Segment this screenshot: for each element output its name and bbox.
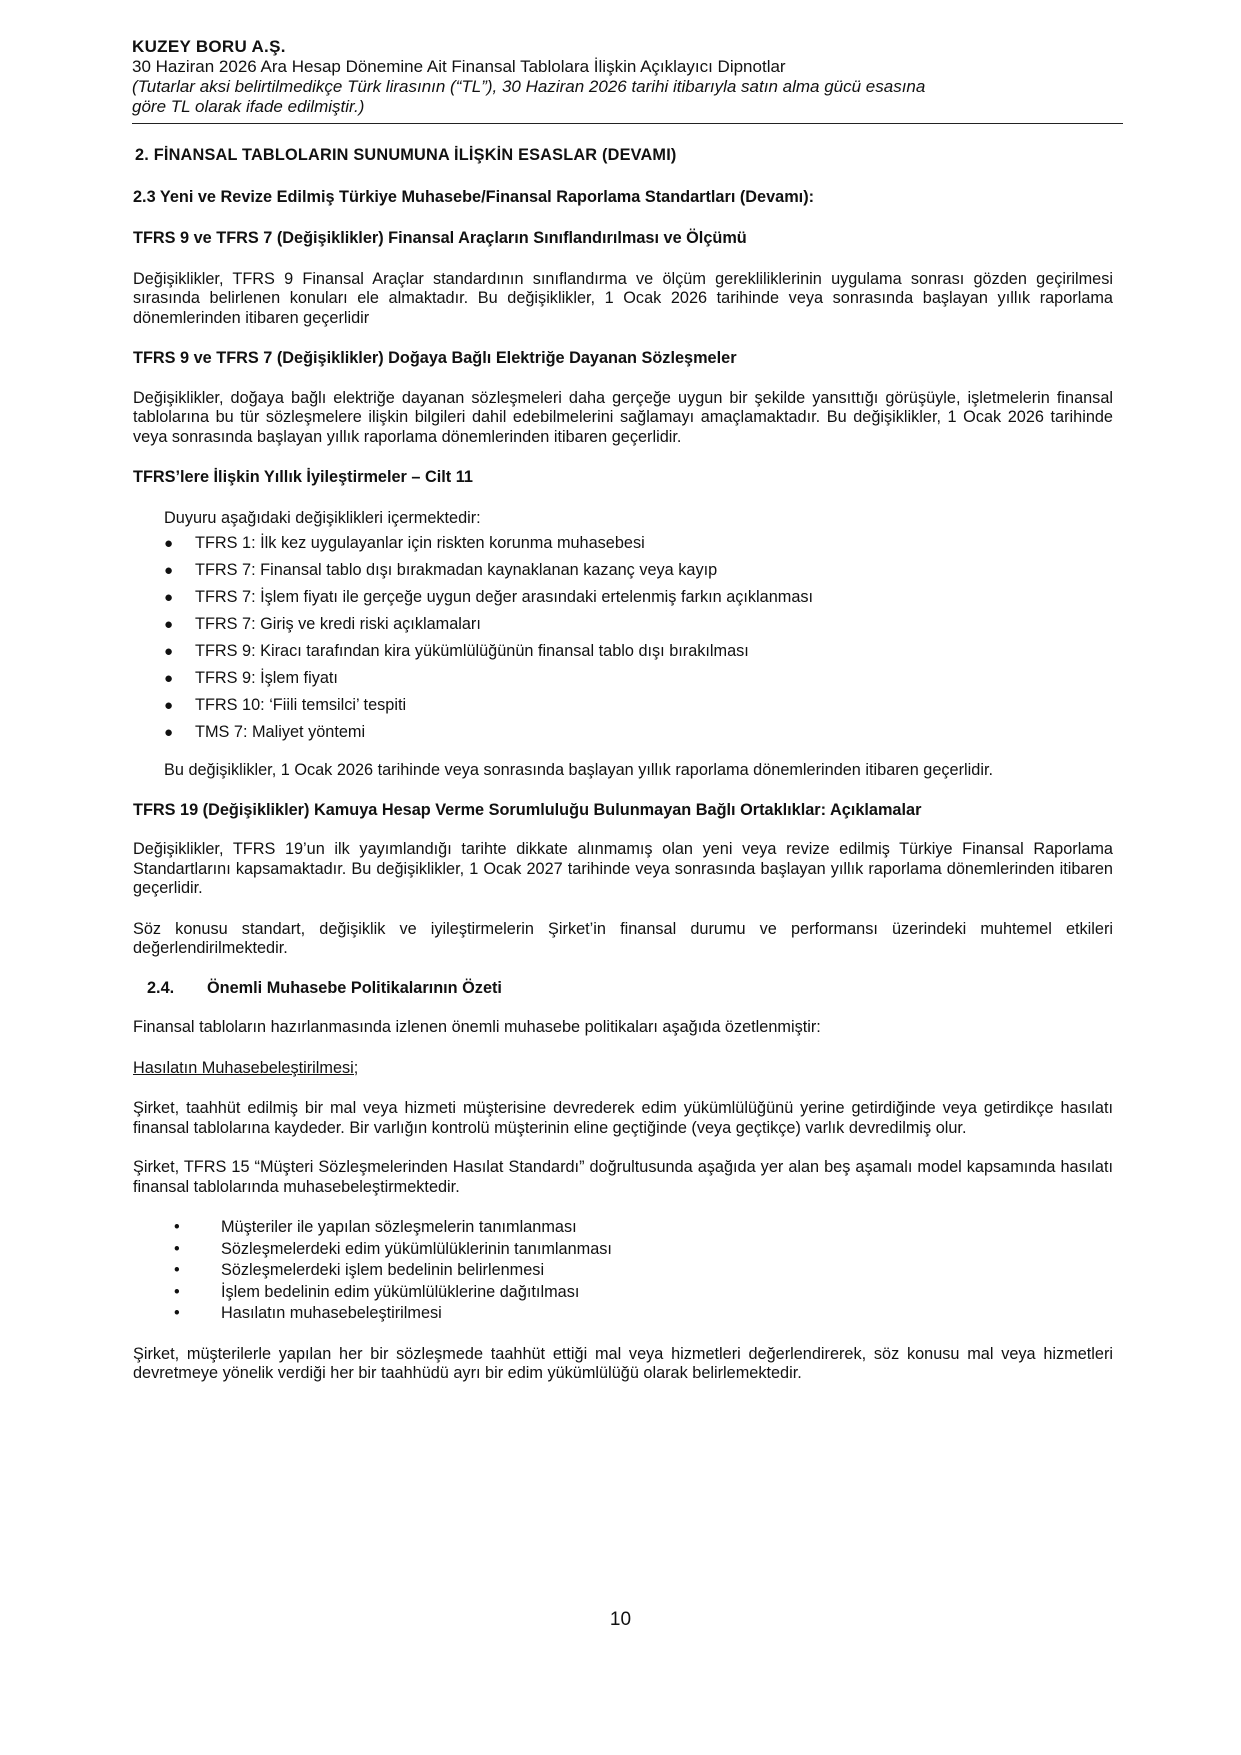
list-item: • Sözleşmelerdeki işlem bedelinin belirlenmesi: [133, 1260, 1113, 1282]
page-header: [132, 36, 1122, 117]
bullet-icon: ●: [164, 643, 174, 660]
report-title: 30 Haziran 2026 Ara Hesap Dönemine Ait Finansal Tablolara İlişkin Açıklayıcı Dipnotlar: [132, 57, 786, 76]
list-item: • Hasılatın muhasebeleştirilmesi: [133, 1303, 1113, 1325]
list-item: ● TFRS 1: İlk kez uygulayanlar için riskten korunma muhasebesi: [133, 530, 1113, 557]
tfrs9-classification-text: Değişiklikler, TFRS 9 Finansal Araçlar standardının sınıflandırma ve ölçüm gerekliliklerinin uygulama sonrası gözden geçirilmesi sırasında belirlenen konuları ele almaktadır. Bu değişiklikler, 1 Ocak 2026 tarihinde veya sonrasında başlayan yıllık raporlama dönemlerinden itibaren geçerlidir: [133, 269, 1113, 327]
currency-note-line1: (Tutarlar aksi belirtilmedikçe Türk lirasının (“TL”), 30 Haziran 2026 tarihi itibarıyla satın alma gücü esasına: [132, 77, 926, 96]
page-content: [133, 146, 1113, 1384]
list-item: ● TFRS 7: İşlem fiyatı ile gerçeğe uygun değer arasındaki ertelenmiş farkın açıklanması: [133, 584, 1113, 611]
section-title: 2. FİNANSAL TABLOLARIN SUNUMUNA İLİŞKİN ESASLAR (DEVAMI): [135, 146, 677, 164]
revenue-heading: Hasılatın Muhasebeleştirilmesi;: [133, 1058, 359, 1077]
annual-improvements-outro: Bu değişiklikler, 1 Ocak 2026 tarihinde veya sonrasında başlayan yıllık raporlama dönemlerinden itibaren geçerlidir.: [164, 761, 993, 779]
bullet-icon: ●: [164, 724, 174, 741]
tfrs9-electricity-text: Değişiklikler, doğaya bağlı elektriğe dayanan sözleşmeleri daha gerçeğe uygun bir şekilde yansıttığı görüşüyle, işletmelerin finansal tablolarına bu tür sözleşmelere ilişkin bilgileri dahil edebilmelerini sağlamayı amaçlamaktadır. Bu değişiklikler, 1 Ocak 2026 tarihinde veya sonrasında başlayan yıllık raporlama dönemlerinden itibaren geçerlidir.: [133, 388, 1113, 446]
five-step-list: [133, 1217, 1113, 1325]
bullet-icon: ●: [164, 562, 174, 579]
annual-improvements-list: [133, 530, 1113, 746]
revenue-paragraph-3: Şirket, müşterilerle yapılan her bir sözleşmede taahhüt ettiği mal veya hizmetleri değerlendirerek, söz konusu mal veya hizmetleri devretmeye yönelik verdiği her bir taahhüdü ayrı bir edim yükümlülüğü olarak belirlemektedir.: [133, 1344, 1113, 1382]
impact-text: Söz konusu standart, değişiklik ve iyileştirmelerin Şirket’in finansal durumu ve performansı üzerindeki muhtemel etkileri değerlendirilmektedir.: [133, 919, 1113, 957]
annual-improvements-intro: Duyuru aşağıdaki değişiklikleri içermektedir:: [164, 508, 481, 527]
tfrs19-text: Değişiklikler, TFRS 19’un ilk yayımlandığı tarihte dikkate alınmamış olan yeni veya revize edilmiş Türkiye Finansal Raporlama Standartlarını kapsamaktadır. Bu değişiklikler, 1 Ocak 2027 tarihinde veya sonrasında başlayan yıllık raporlama dönemlerinden itibaren geçerlidir.: [133, 840, 1113, 897]
header-divider: [132, 123, 1123, 124]
bullet-icon: ●: [164, 616, 174, 633]
bullet-icon: ●: [164, 535, 174, 552]
company-name: KUZEY BORU A.Ş.: [132, 37, 286, 56]
revenue-paragraph-2: Şirket, TFRS 15 “Müşteri Sözleşmelerinden Hasılat Standardı” doğrultusunda aşağıda yer alan beş aşamalı model kapsamında hasılatı finansal tablolarında muhasebeleştirmektedir.: [133, 1158, 1113, 1196]
list-item: • İşlem bedelinin edim yükümlülüklerine dağıtılması: [133, 1282, 1113, 1304]
list-item: ● TFRS 10: ‘Fiili temsilci’ tespiti: [133, 692, 1113, 719]
revenue-paragraph-1: Şirket, taahhüt edilmiş bir mal veya hizmeti müşterisine devrederek edim yükümlülüğünü yerine getirdiğinde veya getirdikçe hasılatı finansal tablolarına kaydeder. Bir varlığın kontrolü müşterinin eline geçtiğinde (veya geçtikçe) varlık devredilmiş olur.: [133, 1099, 1113, 1137]
tfrs9-classification-title: TFRS 9 ve TFRS 7 (Değişiklikler) Finansal Araçların Sınıflandırılması ve Ölçümü: [133, 229, 747, 247]
list-item: ● TFRS 7: Giriş ve kredi riski açıklamaları: [133, 611, 1113, 638]
bullet-icon: ●: [164, 589, 174, 606]
annual-improvements-title: TFRS’lere İlişkin Yıllık İyileştirmeler – Cilt 11: [133, 468, 473, 486]
bullet-icon: ●: [164, 670, 174, 687]
list-item: • Müşteriler ile yapılan sözleşmelerin tanımlanması: [133, 1217, 1113, 1239]
list-item: ● TMS 7: Maliyet yöntemi: [133, 719, 1113, 746]
bullet-icon: ●: [164, 697, 174, 714]
bullet-icon: •: [174, 1239, 180, 1258]
currency-note-line2: göre TL olarak ifade edilmiştir.): [132, 97, 365, 116]
section-2-4-title: 2.4. Önemli Muhasebe Politikalarının Özeti: [147, 978, 502, 997]
tfrs19-title: TFRS 19 (Değişiklikler) Kamuya Hesap Verme Sorumluluğu Bulunmayan Bağlı Ortaklıklar: Açıklamalar: [133, 800, 922, 819]
bullet-icon: •: [174, 1218, 180, 1236]
list-item: ● TFRS 7: Finansal tablo dışı bırakmadan kaynaklanan kazanç veya kayıp: [133, 557, 1113, 584]
page-number: 10: [609, 1609, 632, 1630]
bullet-icon: •: [174, 1282, 180, 1301]
policies-intro: Finansal tabloların hazırlanmasında izlenen önemli muhasebe politikaları aşağıda özetlenmiştir:: [133, 1018, 821, 1036]
section-number: 2.4.: [147, 978, 175, 997]
bullet-icon: •: [174, 1304, 180, 1322]
subsection-title: 2.3 Yeni ve Revize Edilmiş Türkiye Muhasebe/Finansal Raporlama Standartları (Devamı):: [133, 187, 815, 206]
list-item: ● TFRS 9: Kiracı tarafından kira yükümlülüğünün finansal tablo dışı bırakılması: [133, 638, 1113, 665]
list-item: • Sözleşmelerdeki edim yükümlülüklerinin tanımlanması: [133, 1239, 1113, 1261]
tfrs9-electricity-title: TFRS 9 ve TFRS 7 (Değişiklikler) Doğaya Bağlı Elektriğe Dayanan Sözleşmeler: [133, 349, 737, 367]
list-item: ● TFRS 9: İşlem fiyatı: [133, 665, 1113, 692]
bullet-icon: •: [174, 1261, 180, 1279]
